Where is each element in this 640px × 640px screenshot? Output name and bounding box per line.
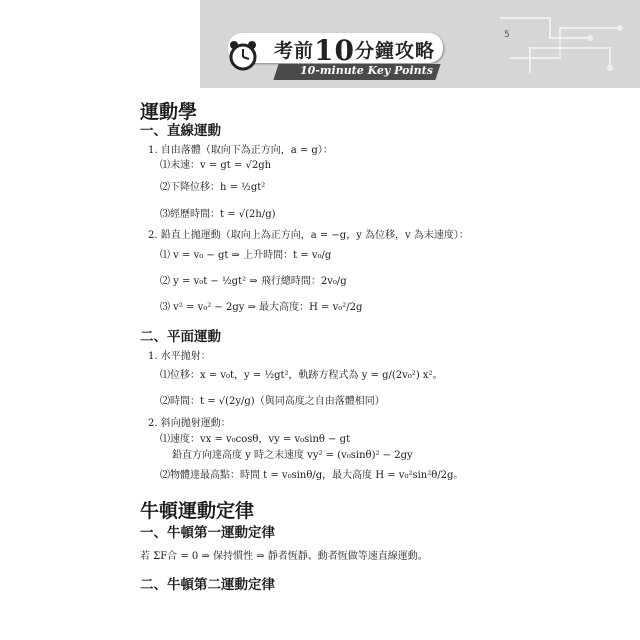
horizontal-throw-item-2: ⑵時間：t = √(2y/g)（與同高度之自由落體相同） [160, 396, 385, 407]
newton1-title: 一、牛頓第一運動定律 [140, 525, 275, 541]
oblique-throw-title: 2. 斜向拋射運動： [148, 418, 231, 429]
newton2-title: 二、牛頓第二運動定律 [140, 577, 275, 593]
oblique-throw-item-1: ⑴速度：vx = v₀cosθ，vy = v₀sinθ − gt [160, 434, 351, 445]
free-fall-item-3: ⑶經歷時間：t = √(2h/g) [160, 209, 276, 220]
vertical-throw-item-1: ⑴ v = v₀ − gt ⇒ 上升時間：t = v₀/g [160, 250, 332, 261]
plane-motion-title: 二、平面運動 [140, 329, 221, 345]
header-title: 考前10分鐘攻略 [274, 34, 435, 67]
horizontal-throw-item-1: ⑴位移：x = v₀t，y = ½gt²，軌跡方程式為 y = g/(2v₀²) x²。 [160, 370, 443, 381]
header-subtitle: 10-minute Key Points [300, 64, 433, 77]
kinematics-title: 運動學 [140, 101, 198, 123]
oblique-throw-item-2: 鉛直方向達高度 y 時之末速度 vy² = (v₀sinθ)² − 2gy [172, 450, 413, 461]
page-number: 5 [504, 30, 510, 40]
free-fall-title: 1. 自由落體（取向下為正方向，a = g）： [148, 145, 333, 156]
circuit-decoration [490, 8, 630, 78]
vertical-throw-item-3: ⑶ v² = v₀² − 2gy ⇒ 最大高度：H = v₀²/2g [160, 302, 363, 313]
oblique-throw-item-3: ⑵物體達最高點：時間 t = v₀sinθ/g，最大高度 H = v₀²sin²θ/2g。 [160, 470, 464, 481]
horizontal-throw-title: 1. 水平拋射： [148, 351, 211, 362]
newton1-text: 若 ΣF合 = 0 ⇒ 保持慣性 ⇒ 靜者恆靜、動者恆做等速直線運動。 [140, 551, 428, 562]
vertical-throw-title: 2. 鉛直上拋運動（取向上為正方向，a = −g，y 為位移，v 為末速度）： [148, 230, 469, 241]
alarm-clock-icon [226, 38, 260, 72]
free-fall-item-2: ⑵下降位移：h = ½gt² [160, 182, 266, 193]
free-fall-item-1: ⑴末速：v = gt = √2gh [160, 160, 272, 171]
newton-title: 牛頓運動定律 [140, 500, 255, 522]
linear-motion-title: 一、直線運動 [140, 123, 221, 139]
vertical-throw-item-2: ⑵ y = v₀t − ½gt² ⇒ 飛行總時間：2v₀/g [160, 276, 347, 287]
